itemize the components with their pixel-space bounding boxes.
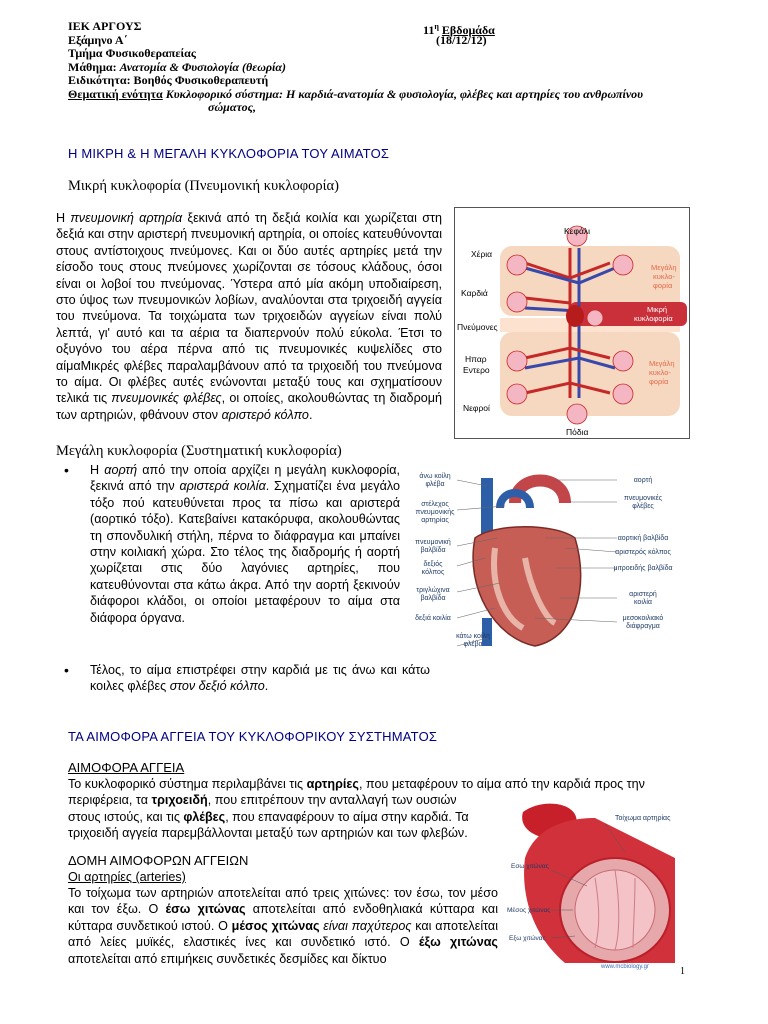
- svg-text:κόλπος: κόλπος: [421, 569, 445, 576]
- svg-text:φλέβες: φλέβες: [632, 503, 654, 510]
- big-circulation-list: [90, 462, 400, 626]
- label-heart: Καρδιά: [461, 288, 488, 298]
- header-line-2: [68, 34, 708, 48]
- label-arms: Χέρια: [471, 249, 493, 259]
- circulation-diagram: [454, 207, 690, 439]
- heart-diagram: [405, 468, 675, 656]
- specialty: Ειδικότητα: Βοηθός Φυσικοθεραπευτή: [68, 73, 269, 87]
- subheading-small-circulation: Μικρή κυκλοφορία (Πνευμονική κυκλοφορία): [68, 178, 339, 194]
- svg-text:φλέβα: φλέβα: [463, 641, 483, 648]
- image-credit: www.mcbiology.gr: [601, 964, 649, 970]
- svg-text:κυκλο-: κυκλο-: [649, 368, 671, 377]
- school-name: ΙΕΚ ΑΡΓΟΥΣ: [68, 19, 142, 33]
- week-label: $11^\eta$ Εβδομάδα: [423, 22, 495, 37]
- label-inner-layer: Εσω χιτώνας: [511, 863, 549, 870]
- header-line-1: [68, 19, 708, 37]
- doc-header: [68, 20, 708, 115]
- subheading-big-circulation: Μεγάλη κυκλοφορία (Συστηματική κυκλοφορία): [56, 443, 342, 459]
- label-lungs: Πνεύμονες: [457, 322, 498, 332]
- label-middle-layer: Μέσος χιτώνας: [507, 907, 551, 914]
- svg-text:Μεγάλη: Μεγάλη: [651, 263, 677, 272]
- artery-inner: [575, 870, 655, 950]
- label-kidneys: Νεφροί: [463, 403, 490, 413]
- topic-line-2: σώματος,: [208, 100, 256, 114]
- label-outer-layer: Εξω χιτώνας: [509, 935, 546, 942]
- svg-text:βαλβίδα: βαλβίδα: [420, 595, 446, 602]
- svg-text:πνευμονικές: πνευμονικές: [623, 495, 663, 502]
- svg-text:κοιλία: κοιλία: [634, 599, 652, 606]
- svg-text:δεξιός: δεξιός: [423, 561, 443, 568]
- svg-text:κυκλο-: κυκλο-: [653, 272, 675, 281]
- vessel-structure-heading: ΔΟΜΗ ΑΙΜΟΦΟΡΩΝ ΑΓΓΕΙΩΝ: [68, 853, 249, 868]
- svg-text:κάτω κοίλη: κάτω κοίλη: [456, 633, 490, 640]
- svg-text:αριστερός κόλπος: αριστερός κόλπος: [615, 549, 671, 556]
- svg-text:βαλβίδα: βαλβίδα: [420, 547, 446, 554]
- svg-text:φλέβα: φλέβα: [425, 481, 445, 488]
- circulation-diagram-svg: [455, 208, 689, 438]
- svg-text:αριστερή: αριστερή: [629, 591, 657, 598]
- artery-diagram: [505, 798, 687, 974]
- course: Μάθημα: Ανατομία & Φυσιολογία (θεωρία): [68, 59, 287, 74]
- section2-title: ΤΑ ΑΙΜΟΦΟΡΑ ΑΓΓΕΙΑ ΤΟΥ ΚΥΚΛΟΦΟΡΙΚΟΥ ΣΥΣΤΗΜΑΤΟΣ: [68, 729, 438, 744]
- vessels-paragraph: Το κυκλοφορικό σύστημα περιλαμβάνει τις αρτηρίες, που μεταφέρουν το αίμα από την καρδιά προς την περιφέρεια, τα τριχοειδή, που επιτρέπουν την ανταλλαγή των ουσιών στους ιστούς, και τις φλέβες, που επαναφέρουν το αίμα στην καρδιά. Τα τριχοειδή αγγεία παρεμβάλλονται μεταξύ των αρτηριών και των φλεβών.: [68, 777, 645, 841]
- svg-text:μεσοκοιλιακό: μεσοκοιλιακό: [622, 615, 664, 622]
- svg-text:άνω κοίλη: άνω κοίλη: [419, 473, 451, 480]
- topic: Θεματική ενότητα Κυκλοφορικό σύστημα: Η καρδιά-ανατομία & φυσιολογία, φλέβες και αρτηρίες του ανθρωπίνου: [68, 86, 644, 101]
- arteries-heading: Οι αρτηρίες (arteries): [68, 870, 186, 884]
- label-liver: Ηπαρ: [465, 354, 487, 364]
- heart-diagram-svg: [405, 468, 675, 656]
- artery-diagram-svg: [505, 798, 687, 974]
- page-number: 1: [680, 966, 685, 977]
- svg-text:στέλεχος: στέλεχος: [421, 501, 449, 508]
- bullet-aorta: • Η αορτή από την οποία αρχίζει η μεγάλη κυκλοφορία, ξεκινά από την αριστερά κοιλία. Σχηματίζει ένα μεγάλο τόξο πού κατευθύνεται προς τα πίσω και αριστερά (αορτικό τόξο). Κατεβαίνει κατακόρυφα, ακολουθώντας τη σπονδυλική στήλη, πέρνα το διάφραγμα και μπαίνει στην κοιλιακή χώρα. Στο τέλος της διαδρομής ή αορτή χωρίζεται στις δύο λαγόνιες αρτηρίες, που κατευθύνονται στα κάτω άκρα. Από την αορτή ξεκινούν διάφοροι κλάδοι, οι οποίοι μεταφέρουν το αίμα στα διάφορα όργανα.: [62, 462, 400, 626]
- svg-text:κυκλοφορία: κυκλοφορία: [634, 314, 673, 323]
- svg-text:αρτηρίας: αρτηρίας: [421, 517, 449, 524]
- svg-text:μιτροειδής βαλβίδα: μιτροειδής βαλβίδα: [613, 565, 673, 572]
- svg-text:Μεγάλη: Μεγάλη: [649, 359, 675, 368]
- heart-right-labels: [613, 477, 672, 630]
- vessels-heading: ΑΙΜΟΦΟΡΑ ΑΓΓΕΙΑ: [68, 760, 185, 775]
- svg-text:αορτική βαλβίδα: αορτική βαλβίδα: [617, 535, 669, 542]
- svg-text:Μικρή: Μικρή: [647, 305, 668, 314]
- svg-text:πνευμονικής: πνευμονικής: [415, 509, 455, 516]
- date: (18/12/12): [436, 32, 487, 47]
- svg-text:φορία: φορία: [653, 281, 673, 290]
- semester: Εξάμηνο Α΄: [68, 32, 128, 47]
- heart-shape: [566, 305, 584, 327]
- svg-text:δεξιά κοιλία: δεξιά κοιλία: [415, 615, 451, 622]
- paragraph-pulmonary: Η πνευμονική αρτηρία ξεκινά από τη δεξιά κοιλία και χωρίζεται στη δεξιά και στην αριστερή πνευμονική αρτηρία, οι οποίες κατευθύνονται στους αντίστοιχους πνεύμονες. Και οι δύο αυτές αρτηρίες μετά την είσοδο τους στους πνεύμονες χωρίζονται σε τόσους κλάδους, όσοι είναι οι λοβοί του πνεύμονας. Ύστερα από μία ακόμη υποδιαίρεση, στο ύψος των πνευμονικών λοβίων, αναλύονται στα τριχοειδή αγγεία του πνεύμονα. Τα τοιχώματα των τριχοειδών αγγείων είναι πολύ λεπτά, γι' αυτό και τα αέρια τα διαπερνούν πολύ εύκολα. Έτσι το οξυγόνο του αέρα πέρνα από τις πνευμονικές κυψελίδες στο αίμαΜικρές φλέβες παραλαμβάνουν από τα τριχοειδή του πνεύμονα το αίμα. Οι φλέβες αυτές ενώνονται μεταξύ τους και σχηματίσουν τελικά τις πνευμονικές φλέβες, οι οποίες, ακολουθώντας τη διαδρομή των αρτηριών, φθάνουν στον αριστερό κόλπο.: [56, 211, 442, 422]
- label-head: Κεφάλι: [564, 226, 591, 236]
- department: Τμήμα Φυσικοθεραπείας: [68, 46, 196, 60]
- svg-text:τριγλώχινα: τριγλώχινα: [416, 587, 450, 594]
- svg-text:αορτή: αορτή: [633, 477, 653, 484]
- bullet-return: • Τέλος, το αίμα επιστρέφει στην καρδιά με τις άνω και κάτω κοιλες φλέβες στον δεξιό κόλπο.: [90, 662, 430, 695]
- svg-text:πνευμονική: πνευμονική: [415, 539, 451, 546]
- label-artery-wall: Τοίχωμα αρτηρίας: [615, 815, 671, 822]
- arteries-paragraph: Το τοίχωμα των αρτηριών αποτελείται από τρεις χιτώνες: τον έσω, τον μέσο και τον έξω. Ο έσω χιτώνας αποτελείται από ενδοθηλιακά κύτταρα και κύτταρα συνδετικού ιστού. Ο μέσος χιτώνας είναι παχύτερος και αποτελείται από λείες μυϊκές, ελαστικές ίνες και συνδετικό ιστό. Ο έξω χιτώνας αποτελείται από επιμήκεις συνδετικές δεσμίδες και δίκτυο: [68, 886, 499, 966]
- svg-text:διάφραγμα: διάφραγμα: [626, 623, 660, 630]
- svg-text:φορία: φορία: [649, 377, 669, 386]
- label-feet: Πόδια: [566, 427, 589, 437]
- section1-title: Η ΜΙΚΡΗ & Η ΜΕΓΑΛΗ ΚΥΚΛΟΦΟΡΙΑ ΤΟΥ ΑΙΜΑΤΟΣ: [68, 146, 390, 161]
- label-intestine: Εντερο: [463, 365, 490, 375]
